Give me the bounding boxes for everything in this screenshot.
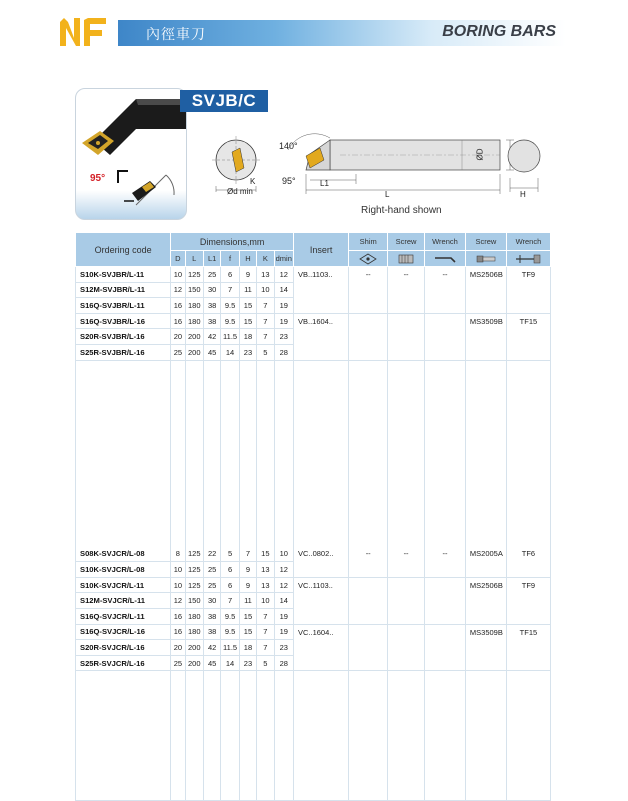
dim-cell-d: 12 bbox=[171, 282, 185, 298]
dim-cell-l: 180 bbox=[185, 608, 203, 624]
shim-cell bbox=[349, 624, 388, 671]
dim-cell-d: 25 bbox=[171, 655, 185, 671]
dim-cell-l1: 45 bbox=[203, 344, 220, 360]
dim-cell-d: 16 bbox=[171, 313, 185, 329]
dim-cell-d: 16 bbox=[171, 624, 185, 640]
ordering-code-cell: S25R-SVJCR/L-16 bbox=[76, 655, 171, 671]
dim-l: L bbox=[385, 190, 390, 199]
dim-cell-k: 7 bbox=[257, 608, 274, 624]
spacer-cell bbox=[274, 360, 293, 546]
col-ordering-code: Ordering code bbox=[76, 233, 171, 267]
dim-cell-dmin: 19 bbox=[274, 624, 293, 640]
spacer-cell bbox=[349, 360, 388, 546]
dim-k: K bbox=[250, 177, 256, 186]
shim-icon bbox=[349, 251, 388, 267]
dim-cell-l: 180 bbox=[185, 298, 203, 314]
shim-cell: -- bbox=[349, 546, 388, 577]
dim-cell-l1: 30 bbox=[203, 282, 220, 298]
boring-bar-photo-icon bbox=[76, 89, 187, 220]
dim-cell-f: 14 bbox=[221, 344, 239, 360]
dim-cell-k: 5 bbox=[257, 655, 274, 671]
dim-cell-f: 11.5 bbox=[221, 329, 239, 345]
dim-cell-l: 180 bbox=[185, 313, 203, 329]
dim-cell-f: 11.5 bbox=[221, 640, 239, 656]
dim-cell-l: 200 bbox=[185, 655, 203, 671]
spacer-cell bbox=[257, 360, 274, 546]
dim-cell-d: 12 bbox=[171, 593, 185, 609]
screw2-cell: MS2506B bbox=[465, 577, 506, 624]
dim-cell-f: 9.5 bbox=[221, 608, 239, 624]
dim-cell-l1: 38 bbox=[203, 298, 220, 314]
dim-cell-l1: 38 bbox=[203, 313, 220, 329]
dim-cell-dmin: 23 bbox=[274, 329, 293, 345]
dim-cell-h: 9 bbox=[239, 562, 256, 578]
dim-cell-dmin: 12 bbox=[274, 267, 293, 283]
dim-cell-f: 6 bbox=[221, 562, 239, 578]
dim-cell-l1: 45 bbox=[203, 655, 220, 671]
angle-label: 95° bbox=[90, 173, 106, 184]
screw2-cell: MS3509B bbox=[465, 624, 506, 671]
dim-cell-d: 10 bbox=[171, 562, 185, 578]
dim-cell-dmin: 19 bbox=[274, 608, 293, 624]
col-h: H bbox=[239, 251, 256, 267]
dim-cell-d: 25 bbox=[171, 344, 185, 360]
dim-cell-k: 13 bbox=[257, 267, 274, 283]
wrench-cell: -- bbox=[424, 546, 465, 577]
ordering-code-cell: S16Q-SVJCR/L-11 bbox=[76, 608, 171, 624]
dim-cell-l1: 30 bbox=[203, 593, 220, 609]
dim-cell-dmin: 28 bbox=[274, 344, 293, 360]
spacer-cell bbox=[293, 360, 348, 546]
dim-h: H bbox=[520, 190, 526, 199]
wrench2-cell: TF15 bbox=[506, 313, 550, 360]
dim-cell-f: 9.5 bbox=[221, 313, 239, 329]
screw2-cell: MS2005A bbox=[465, 546, 506, 577]
ordering-code-cell: S20R-SVJBR/L-16 bbox=[76, 329, 171, 345]
dim-cell-h: 7 bbox=[239, 546, 256, 562]
spacer-cell bbox=[424, 360, 465, 546]
dim-cell-l1: 38 bbox=[203, 624, 220, 640]
dim-l1: L1 bbox=[320, 179, 329, 188]
dim-cell-l: 180 bbox=[185, 624, 203, 640]
dim-cell-l1: 42 bbox=[203, 640, 220, 656]
col-dmin: dmin bbox=[274, 251, 293, 267]
col-dimensions: Dimensions,mm bbox=[171, 233, 294, 251]
spacer-cell bbox=[349, 671, 388, 801]
wrench-cell bbox=[424, 313, 465, 360]
ordering-code-cell: S10K-SVJBR/L-11 bbox=[76, 267, 171, 283]
wrench-cell bbox=[424, 624, 465, 671]
dim-cell-l1: 25 bbox=[203, 267, 220, 283]
dim-cell-l1: 42 bbox=[203, 329, 220, 345]
nf-logo-icon bbox=[58, 16, 108, 48]
dim-cell-k: 7 bbox=[257, 640, 274, 656]
dim-cell-f: 9.5 bbox=[221, 298, 239, 314]
dim-cell-k: 7 bbox=[257, 313, 274, 329]
dim-cell-d: 10 bbox=[171, 577, 185, 593]
spacer-cell bbox=[185, 671, 203, 801]
col-wrench2: Wrench bbox=[506, 233, 550, 251]
spacer-cell bbox=[221, 671, 239, 801]
spacer-cell bbox=[424, 671, 465, 801]
spacer-cell bbox=[171, 360, 185, 546]
dim-cell-f: 6 bbox=[221, 577, 239, 593]
dim-cell-l: 125 bbox=[185, 267, 203, 283]
insert-cell: VB..1103.. bbox=[293, 267, 348, 314]
dim-cell-h: 18 bbox=[239, 329, 256, 345]
ordering-code-cell: S10K-SVJCR/L-11 bbox=[76, 577, 171, 593]
spacer-cell bbox=[257, 671, 274, 801]
dim-cell-dmin: 19 bbox=[274, 313, 293, 329]
wrench2-cell: TF6 bbox=[506, 546, 550, 577]
dim-cell-dmin: 23 bbox=[274, 640, 293, 656]
screw-cell bbox=[388, 313, 425, 360]
col-f: f bbox=[221, 251, 239, 267]
dim-cell-l1: 38 bbox=[203, 608, 220, 624]
dim-cell-l: 200 bbox=[185, 344, 203, 360]
dim-cell-dmin: 14 bbox=[274, 593, 293, 609]
screw-cell: -- bbox=[388, 546, 425, 577]
insert-cell: VC..0802.. bbox=[293, 546, 348, 577]
ordering-code-cell: S16Q-SVJBR/L-16 bbox=[76, 313, 171, 329]
ordering-code-cell: S16Q-SVJCR/L-16 bbox=[76, 624, 171, 640]
col-l1: L1 bbox=[203, 251, 220, 267]
ordering-code-cell: S16Q-SVJBR/L-11 bbox=[76, 298, 171, 314]
screw2-cell: MS3509B bbox=[465, 313, 506, 360]
spacer-cell bbox=[239, 671, 256, 801]
table-row bbox=[76, 267, 551, 283]
dim-cell-f: 14 bbox=[221, 655, 239, 671]
spacer-cell bbox=[76, 671, 171, 801]
dim-cell-h: 15 bbox=[239, 313, 256, 329]
dim-cell-f: 9.5 bbox=[221, 624, 239, 640]
spacer-cell bbox=[465, 360, 506, 546]
dim-dmin: Ød min bbox=[227, 187, 253, 196]
dim-cell-k: 13 bbox=[257, 562, 274, 578]
dim-cell-f: 7 bbox=[221, 282, 239, 298]
dim-cell-h: 15 bbox=[239, 608, 256, 624]
dim-d: ØD bbox=[475, 148, 485, 161]
dim-cell-h: 11 bbox=[239, 282, 256, 298]
col-k: K bbox=[257, 251, 274, 267]
dim-140: 140° bbox=[279, 141, 298, 151]
insert-cell: VC..1604.. bbox=[293, 624, 348, 671]
wrench2-icon bbox=[506, 251, 550, 267]
table-row bbox=[76, 313, 551, 329]
dim-cell-l: 150 bbox=[185, 282, 203, 298]
table-spacer bbox=[76, 360, 551, 546]
dim-cell-dmin: 14 bbox=[274, 282, 293, 298]
spacer-cell bbox=[76, 360, 171, 546]
dim-cell-l: 125 bbox=[185, 562, 203, 578]
dim-cell-dmin: 12 bbox=[274, 577, 293, 593]
dim-cell-d: 8 bbox=[171, 546, 185, 562]
spacer-cell bbox=[239, 360, 256, 546]
spacer-cell bbox=[388, 671, 425, 801]
table-row bbox=[76, 546, 551, 562]
col-screw: Screw bbox=[388, 233, 425, 251]
dim-cell-d: 10 bbox=[171, 267, 185, 283]
spacer-cell bbox=[203, 671, 220, 801]
spacer-cell bbox=[506, 671, 550, 801]
ordering-code-cell: S08K-SVJCR/L-08 bbox=[76, 546, 171, 562]
table-row bbox=[76, 577, 551, 593]
header-title-cn: 內徑車刀 bbox=[146, 27, 206, 43]
ordering-code-cell: S12M-SVJCR/L-11 bbox=[76, 593, 171, 609]
dim-cell-f: 5 bbox=[221, 546, 239, 562]
dim-cell-d: 16 bbox=[171, 298, 185, 314]
dim-cell-h: 23 bbox=[239, 655, 256, 671]
dim-cell-k: 7 bbox=[257, 298, 274, 314]
product-photo bbox=[75, 88, 187, 220]
spacer-cell bbox=[506, 360, 550, 546]
spec-table bbox=[75, 232, 551, 801]
dim-cell-l: 125 bbox=[185, 546, 203, 562]
col-l: L bbox=[185, 251, 203, 267]
col-shim: Shim bbox=[349, 233, 388, 251]
dim-cell-l1: 25 bbox=[203, 562, 220, 578]
spacer-cell bbox=[274, 671, 293, 801]
ordering-code-cell: S25R-SVJBR/L-16 bbox=[76, 344, 171, 360]
dim-cell-k: 10 bbox=[257, 282, 274, 298]
model-tag: SVJB/C bbox=[180, 90, 268, 112]
dim-cell-l: 150 bbox=[185, 593, 203, 609]
right-hand-note: Right-hand shown bbox=[361, 205, 442, 216]
dim-cell-k: 7 bbox=[257, 624, 274, 640]
dim-cell-dmin: 10 bbox=[274, 546, 293, 562]
wrench-icon bbox=[424, 251, 465, 267]
ordering-code-cell: S12M-SVJBR/L-11 bbox=[76, 282, 171, 298]
header-title-en: BORING BARS bbox=[442, 23, 556, 40]
shim-cell: -- bbox=[349, 267, 388, 314]
dim-cell-d: 16 bbox=[171, 608, 185, 624]
screw2-icon bbox=[465, 251, 506, 267]
dim-cell-dmin: 19 bbox=[274, 298, 293, 314]
col-d: D bbox=[171, 251, 185, 267]
wrench2-cell: TF9 bbox=[506, 577, 550, 624]
dim-cell-l1: 25 bbox=[203, 577, 220, 593]
wrench-cell bbox=[424, 577, 465, 624]
spacer-cell bbox=[203, 360, 220, 546]
dim-cell-k: 15 bbox=[257, 546, 274, 562]
dim-cell-h: 9 bbox=[239, 577, 256, 593]
ordering-code-cell: S20R-SVJCR/L-16 bbox=[76, 640, 171, 656]
dim-cell-d: 20 bbox=[171, 640, 185, 656]
spacer-cell bbox=[171, 671, 185, 801]
ordering-code-cell: S10K-SVJCR/L-08 bbox=[76, 562, 171, 578]
dim-cell-h: 11 bbox=[239, 593, 256, 609]
dim-cell-h: 15 bbox=[239, 298, 256, 314]
screw-cell bbox=[388, 624, 425, 671]
dim-cell-l: 200 bbox=[185, 640, 203, 656]
dim-cell-h: 9 bbox=[239, 267, 256, 283]
col-screw2: Screw bbox=[465, 233, 506, 251]
shim-cell bbox=[349, 577, 388, 624]
wrench-cell: -- bbox=[424, 267, 465, 314]
dim-cell-k: 7 bbox=[257, 329, 274, 345]
col-insert: Insert bbox=[293, 233, 348, 267]
dim-cell-d: 20 bbox=[171, 329, 185, 345]
dim-cell-dmin: 28 bbox=[274, 655, 293, 671]
dim-95: 95° bbox=[282, 176, 296, 186]
screw-cell: -- bbox=[388, 267, 425, 314]
spacer-cell bbox=[293, 671, 348, 801]
spacer-cell bbox=[221, 360, 239, 546]
col-wrench: Wrench bbox=[424, 233, 465, 251]
shim-cell bbox=[349, 313, 388, 360]
dim-cell-f: 6 bbox=[221, 267, 239, 283]
dim-cell-l1: 22 bbox=[203, 546, 220, 562]
spacer-cell bbox=[185, 360, 203, 546]
wrench2-cell: TF9 bbox=[506, 267, 550, 314]
screw-cell bbox=[388, 577, 425, 624]
spacer-cell bbox=[465, 671, 506, 801]
dim-cell-h: 15 bbox=[239, 624, 256, 640]
screw-icon bbox=[388, 251, 425, 267]
wrench2-cell: TF15 bbox=[506, 624, 550, 671]
insert-cell: VC..1103.. bbox=[293, 577, 348, 624]
table-end-spacer bbox=[76, 671, 551, 801]
dim-cell-k: 13 bbox=[257, 577, 274, 593]
dim-cell-f: 7 bbox=[221, 593, 239, 609]
dim-cell-h: 18 bbox=[239, 640, 256, 656]
table-row bbox=[76, 624, 551, 640]
dim-cell-l: 125 bbox=[185, 577, 203, 593]
dim-cell-l: 200 bbox=[185, 329, 203, 345]
dim-cell-dmin: 12 bbox=[274, 562, 293, 578]
spacer-cell bbox=[388, 360, 425, 546]
insert-cell: VB..1604.. bbox=[293, 313, 348, 360]
screw2-cell: MS2506B bbox=[465, 267, 506, 314]
dim-cell-h: 23 bbox=[239, 344, 256, 360]
dim-cell-k: 10 bbox=[257, 593, 274, 609]
dim-cell-k: 5 bbox=[257, 344, 274, 360]
